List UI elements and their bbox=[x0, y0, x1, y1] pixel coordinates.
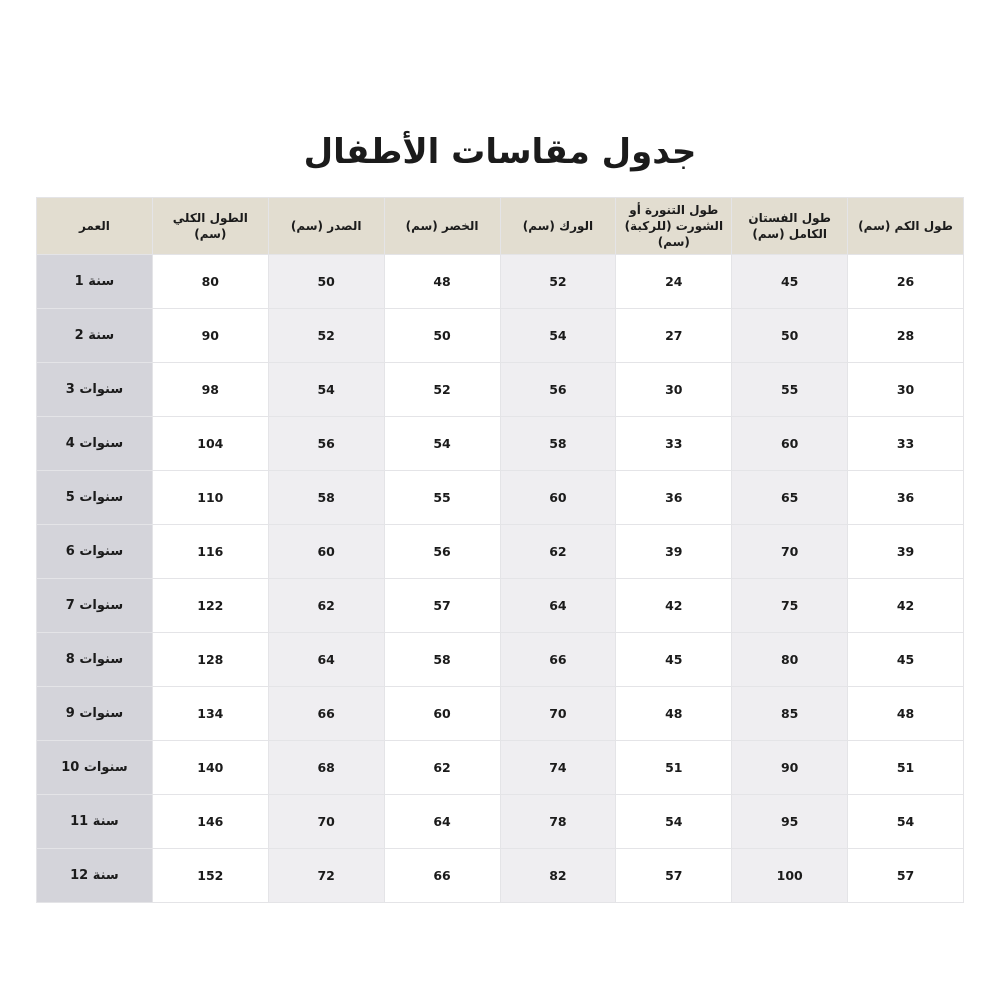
table-body bbox=[37, 255, 964, 903]
cell-hip: 74 bbox=[500, 741, 616, 795]
table-row bbox=[37, 849, 964, 903]
cell-skirt-shorts-length: 45 bbox=[616, 633, 732, 687]
cell-sleeve-length: 30 bbox=[848, 363, 964, 417]
cell-skirt-shorts-length: 48 bbox=[616, 687, 732, 741]
cell-waist: 62 bbox=[384, 741, 500, 795]
header-waist: الخصر (سم) bbox=[384, 198, 500, 255]
cell-skirt-shorts-length: 57 bbox=[616, 849, 732, 903]
cell-hip: 82 bbox=[500, 849, 616, 903]
cell-hip: 62 bbox=[500, 525, 616, 579]
cell-skirt-shorts-length: 54 bbox=[616, 795, 732, 849]
cell-age: سنوات 10 bbox=[37, 741, 153, 795]
cell-waist: 58 bbox=[384, 633, 500, 687]
cell-skirt-shorts-length: 30 bbox=[616, 363, 732, 417]
cell-age: سنة 2 bbox=[37, 309, 153, 363]
cell-dress-length: 55 bbox=[732, 363, 848, 417]
cell-total-height: 146 bbox=[152, 795, 268, 849]
cell-sleeve-length: 57 bbox=[848, 849, 964, 903]
cell-dress-length: 45 bbox=[732, 255, 848, 309]
cell-chest: 64 bbox=[268, 633, 384, 687]
table-row bbox=[37, 795, 964, 849]
cell-age: سنوات 7 bbox=[37, 579, 153, 633]
cell-total-height: 98 bbox=[152, 363, 268, 417]
cell-dress-length: 75 bbox=[732, 579, 848, 633]
cell-total-height: 110 bbox=[152, 471, 268, 525]
cell-age: سنوات 8 bbox=[37, 633, 153, 687]
header-sleeve-length: طول الكم (سم) bbox=[848, 198, 964, 255]
table-row bbox=[37, 687, 964, 741]
cell-dress-length: 65 bbox=[732, 471, 848, 525]
cell-skirt-shorts-length: 51 bbox=[616, 741, 732, 795]
cell-age: سنوات 6 bbox=[37, 525, 153, 579]
cell-chest: 66 bbox=[268, 687, 384, 741]
table-row bbox=[37, 255, 964, 309]
cell-total-height: 122 bbox=[152, 579, 268, 633]
header-skirt-shorts-length: طول التنورة أو الشورت (للركبة) (سم) bbox=[616, 198, 732, 255]
header-chest: الصدر (سم) bbox=[268, 198, 384, 255]
cell-sleeve-length: 28 bbox=[848, 309, 964, 363]
table-row bbox=[37, 471, 964, 525]
cell-hip: 78 bbox=[500, 795, 616, 849]
cell-age: سنة 12 bbox=[37, 849, 153, 903]
cell-total-height: 134 bbox=[152, 687, 268, 741]
cell-sleeve-length: 39 bbox=[848, 525, 964, 579]
cell-waist: 52 bbox=[384, 363, 500, 417]
cell-sleeve-length: 36 bbox=[848, 471, 964, 525]
cell-dress-length: 50 bbox=[732, 309, 848, 363]
cell-sleeve-length: 42 bbox=[848, 579, 964, 633]
cell-total-height: 152 bbox=[152, 849, 268, 903]
cell-hip: 64 bbox=[500, 579, 616, 633]
cell-total-height: 90 bbox=[152, 309, 268, 363]
cell-skirt-shorts-length: 24 bbox=[616, 255, 732, 309]
cell-skirt-shorts-length: 27 bbox=[616, 309, 732, 363]
cell-sleeve-length: 51 bbox=[848, 741, 964, 795]
cell-sleeve-length: 45 bbox=[848, 633, 964, 687]
cell-chest: 52 bbox=[268, 309, 384, 363]
cell-age: سنة 11 bbox=[37, 795, 153, 849]
cell-sleeve-length: 33 bbox=[848, 417, 964, 471]
table-row bbox=[37, 525, 964, 579]
cell-age: سنوات 5 bbox=[37, 471, 153, 525]
header-age: العمر bbox=[37, 198, 153, 255]
cell-chest: 68 bbox=[268, 741, 384, 795]
cell-dress-length: 70 bbox=[732, 525, 848, 579]
cell-hip: 56 bbox=[500, 363, 616, 417]
cell-sleeve-length: 54 bbox=[848, 795, 964, 849]
header-row bbox=[37, 198, 964, 255]
cell-waist: 66 bbox=[384, 849, 500, 903]
cell-dress-length: 80 bbox=[732, 633, 848, 687]
cell-chest: 60 bbox=[268, 525, 384, 579]
cell-chest: 50 bbox=[268, 255, 384, 309]
cell-total-height: 128 bbox=[152, 633, 268, 687]
cell-hip: 60 bbox=[500, 471, 616, 525]
cell-hip: 54 bbox=[500, 309, 616, 363]
cell-waist: 50 bbox=[384, 309, 500, 363]
cell-skirt-shorts-length: 36 bbox=[616, 471, 732, 525]
page-title: جدول مقاسات الأطفال bbox=[303, 132, 697, 172]
cell-hip: 70 bbox=[500, 687, 616, 741]
cell-skirt-shorts-length: 42 bbox=[616, 579, 732, 633]
cell-sleeve-length: 48 bbox=[848, 687, 964, 741]
cell-waist: 56 bbox=[384, 525, 500, 579]
table-row bbox=[37, 417, 964, 471]
cell-waist: 60 bbox=[384, 687, 500, 741]
cell-waist: 54 bbox=[384, 417, 500, 471]
cell-age: سنوات 9 bbox=[37, 687, 153, 741]
cell-age: سنة 1 bbox=[37, 255, 153, 309]
cell-age: سنوات 3 bbox=[37, 363, 153, 417]
cell-waist: 57 bbox=[384, 579, 500, 633]
cell-chest: 70 bbox=[268, 795, 384, 849]
cell-waist: 48 bbox=[384, 255, 500, 309]
table-row bbox=[37, 363, 964, 417]
cell-dress-length: 100 bbox=[732, 849, 848, 903]
table-row bbox=[37, 741, 964, 795]
header-hip: الورك (سم) bbox=[500, 198, 616, 255]
cell-dress-length: 95 bbox=[732, 795, 848, 849]
cell-chest: 58 bbox=[268, 471, 384, 525]
table-row bbox=[37, 633, 964, 687]
header-total-height: الطول الكلي (سم) bbox=[152, 198, 268, 255]
cell-chest: 72 bbox=[268, 849, 384, 903]
cell-hip: 66 bbox=[500, 633, 616, 687]
cell-age: سنوات 4 bbox=[37, 417, 153, 471]
table-row bbox=[37, 309, 964, 363]
cell-waist: 55 bbox=[384, 471, 500, 525]
cell-total-height: 116 bbox=[152, 525, 268, 579]
cell-skirt-shorts-length: 39 bbox=[616, 525, 732, 579]
cell-skirt-shorts-length: 33 bbox=[616, 417, 732, 471]
cell-waist: 64 bbox=[384, 795, 500, 849]
cell-total-height: 104 bbox=[152, 417, 268, 471]
cell-total-height: 140 bbox=[152, 741, 268, 795]
cell-total-height: 80 bbox=[152, 255, 268, 309]
cell-chest: 56 bbox=[268, 417, 384, 471]
cell-dress-length: 90 bbox=[732, 741, 848, 795]
cell-dress-length: 60 bbox=[732, 417, 848, 471]
cell-hip: 52 bbox=[500, 255, 616, 309]
header-dress-length: طول الفستان الكامل (سم) bbox=[732, 198, 848, 255]
cell-sleeve-length: 26 bbox=[848, 255, 964, 309]
table-row bbox=[37, 579, 964, 633]
size-chart-table bbox=[36, 197, 964, 903]
cell-dress-length: 85 bbox=[732, 687, 848, 741]
table-header bbox=[37, 198, 964, 255]
cell-chest: 62 bbox=[268, 579, 384, 633]
cell-chest: 54 bbox=[268, 363, 384, 417]
cell-hip: 58 bbox=[500, 417, 616, 471]
